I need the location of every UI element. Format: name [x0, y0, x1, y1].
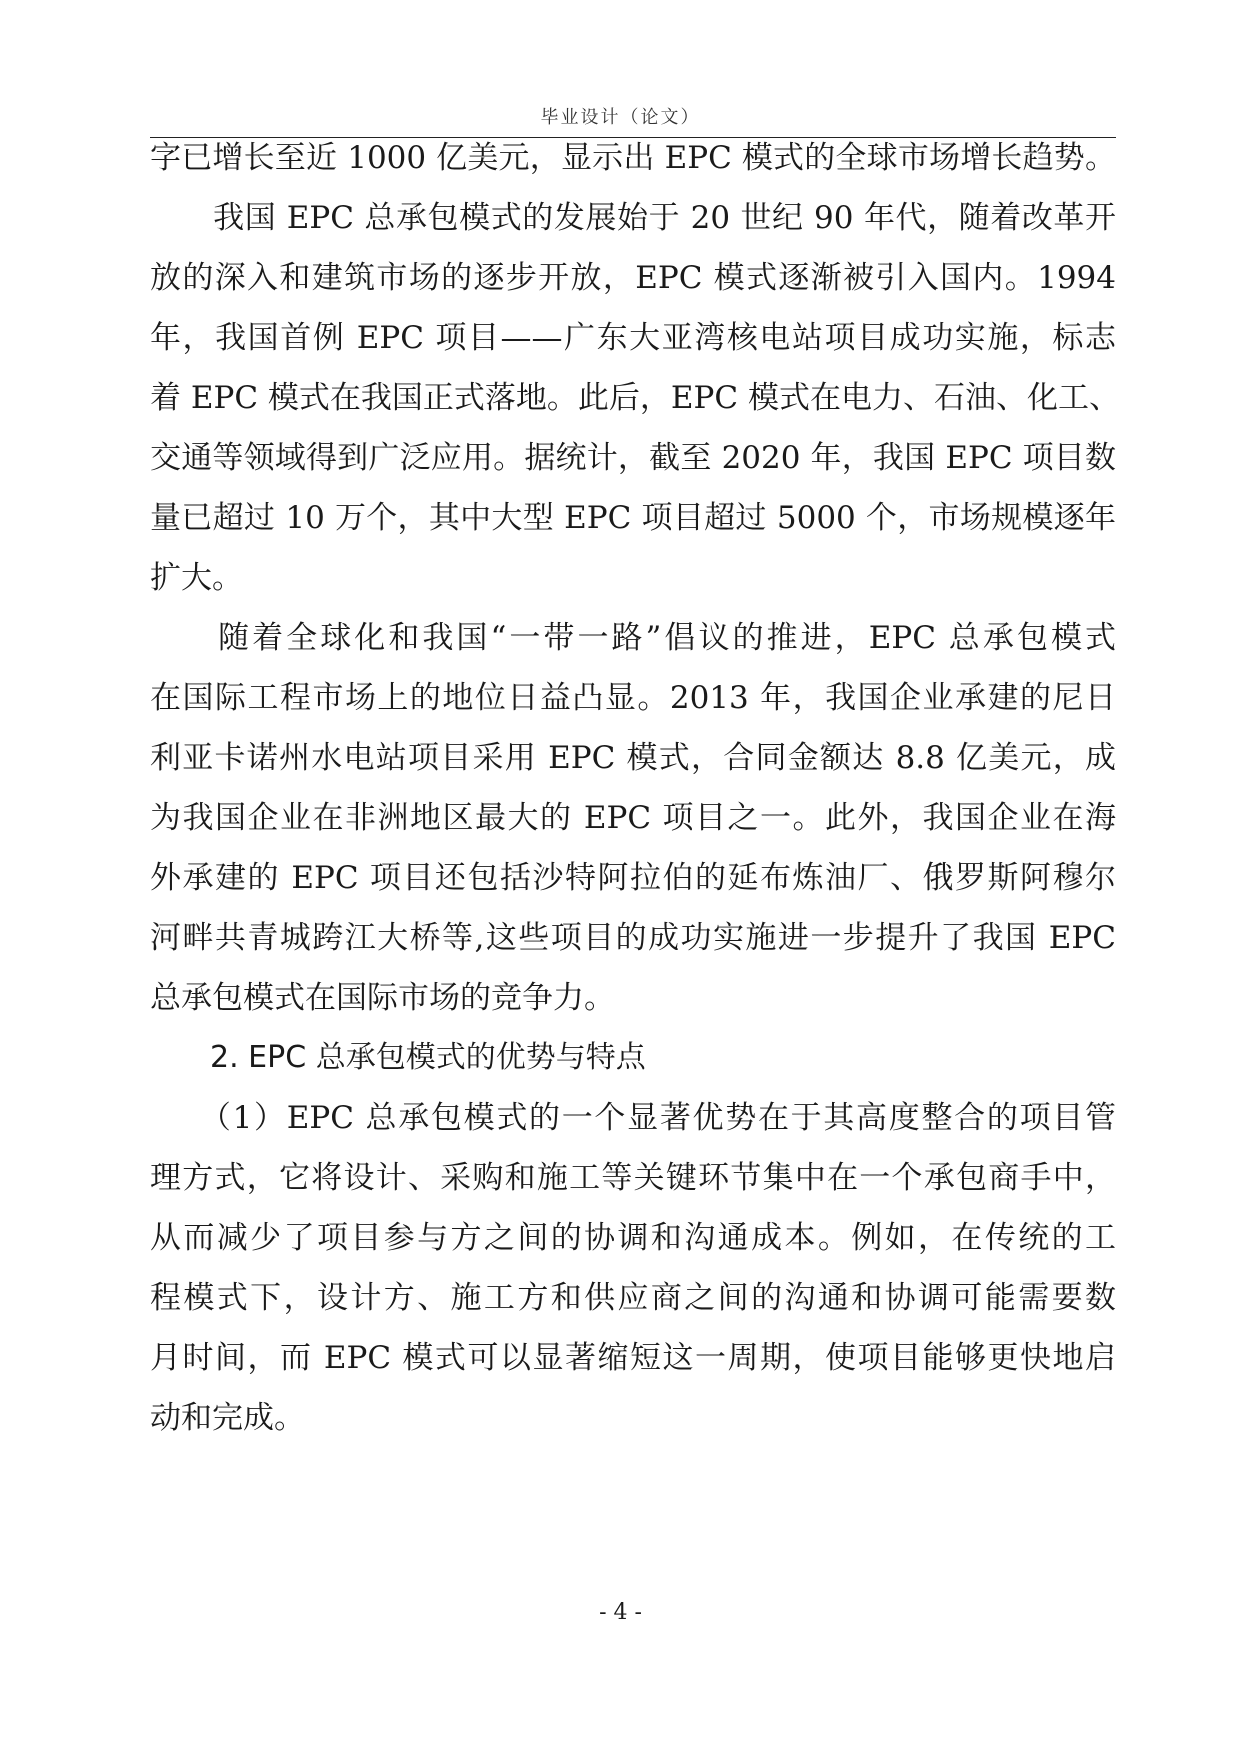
body-line: 扩大。: [150, 560, 243, 596]
body-line: 我国 EPC 总承包模式的发展始于 20 世纪 90 年代，随着改革开: [150, 200, 1116, 236]
body-line: 交通等领域得到广泛应用。据统计，截至 2020 年，我国 EPC 项目数: [150, 440, 1116, 476]
section-heading: 2. EPC 总承包模式的优势与特点: [150, 1040, 646, 1075]
body-line: 月时间，而 EPC 模式可以显著缩短这一周期，使项目能够更快地启: [150, 1340, 1116, 1376]
page-header-title: 毕业设计（论文）: [540, 107, 701, 128]
body-line: 为我国企业在非洲地区最大的 EPC 项目之一。此外，我国企业在海: [150, 800, 1116, 836]
body-line: 利亚卡诺州水电站项目采用 EPC 模式，合同金额达 8.8 亿美元，成: [150, 740, 1116, 776]
page-number: - 4 -: [599, 1600, 642, 1625]
body-line: 年，我国首例 EPC 项目——广东大亚湾核电站项目成功实施，标志: [150, 320, 1116, 356]
body-line: 从而减少了项目参与方之间的协调和沟通成本。例如，在传统的工: [150, 1220, 1116, 1256]
body-line: 动和完成。: [150, 1400, 305, 1436]
body-line: 放的深入和建筑市场的逐步开放，EPC 模式逐渐被引入国内。1994: [150, 260, 1116, 296]
body-line: 理方式，它将设计、采购和施工等关键环节集中在一个承包商手中，: [150, 1160, 1116, 1196]
body-line: 随着全球化和我国“一带一路”倡议的推进，EPC 总承包模式: [150, 620, 1116, 656]
body-line: 字已增长至近 1000 亿美元，显示出 EPC 模式的全球市场增长趋势。: [150, 140, 1116, 176]
body-line: 着 EPC 模式在我国正式落地。此后，EPC 模式在电力、石油、化工、: [150, 380, 1120, 416]
body-line: 外承建的 EPC 项目还包括沙特阿拉伯的延布炼油厂、俄罗斯阿穆尔: [150, 860, 1116, 896]
body-line: 河畔共青城跨江大桥等,这些项目的成功实施进一步提升了我国 EPC: [150, 920, 1116, 956]
body-line: 程模式下，设计方、施工方和供应商之间的沟通和协调可能需要数: [150, 1280, 1116, 1316]
body-line: 总承包模式在国际市场的竞争力。: [150, 980, 615, 1016]
body-line: 在国际工程市场上的地位日益凸显。2013 年，我国企业承建的尼日: [150, 680, 1116, 716]
body-line: （1）EPC 总承包模式的一个显著优势在于其高度整合的项目管: [150, 1100, 1116, 1136]
body-line: 量已超过 10 万个，其中大型 EPC 项目超过 5000 个，市场规模逐年: [150, 500, 1116, 536]
